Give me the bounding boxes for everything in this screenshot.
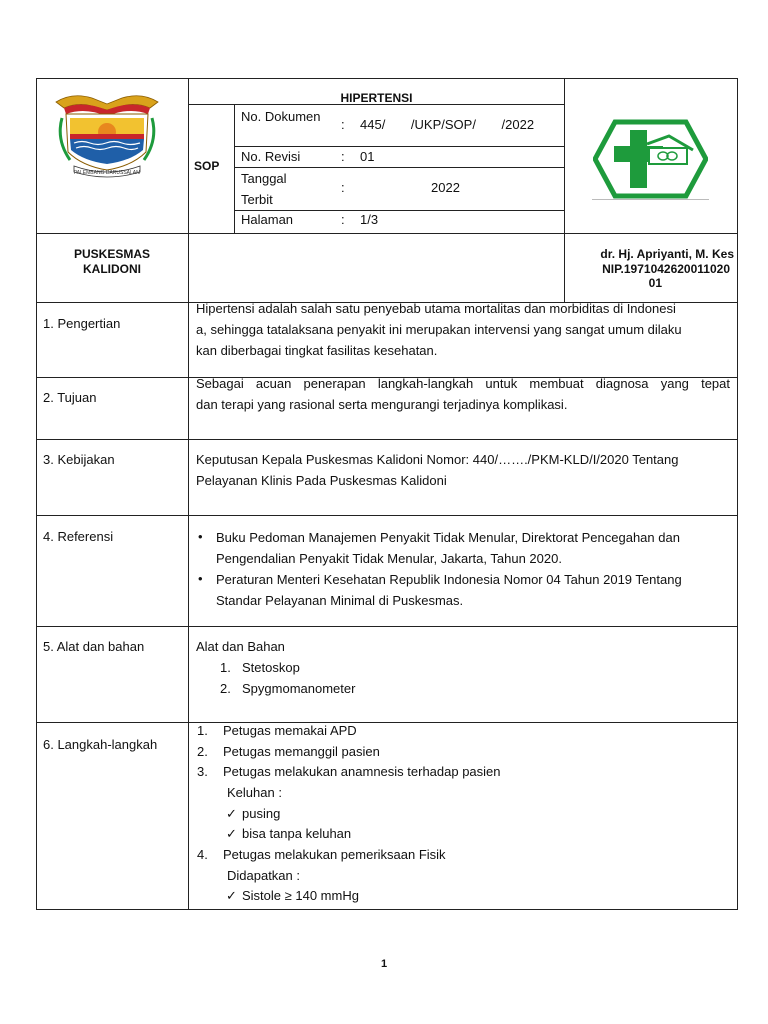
referensi-line: Buku Pedoman Manajemen Penyakit Tidak Menular, Direktorat Pencegahan dan [216, 530, 680, 545]
tujuan-line: Sebagai acuan penerapan langkah-langkah untuk membuat diagnosa yang tepat [196, 376, 730, 391]
list-number: 2. [220, 681, 231, 696]
list-number: 1. [220, 660, 231, 675]
field-label-no-dokumen: No. Dokumen [241, 109, 321, 124]
field-value-no-revisi: 01 [360, 149, 375, 164]
section-label-pengertian: 1. Pengertian [43, 316, 121, 331]
field-value-halaman: 1/3 [360, 212, 379, 227]
section-divider [36, 626, 738, 627]
check-icon: ✓ [226, 806, 237, 821]
section-label-alat: 5. Alat dan bahan [43, 639, 145, 654]
langkah-check-item: pusing [242, 806, 281, 821]
langkah-step: Petugas memakai APD [223, 723, 357, 738]
alat-item: Stetoskop [242, 660, 300, 675]
border-top [36, 78, 738, 79]
column-divider [188, 78, 189, 910]
alat-heading: Alat dan Bahan [196, 639, 285, 654]
field-separator: : [341, 212, 345, 227]
page-number: 1 [380, 958, 388, 970]
section-divider [36, 722, 738, 723]
langkah-subheading: Keluhan : [227, 785, 282, 800]
field-value-no-dokumen: 445/ /UKP/SOP/ /2022 [360, 117, 535, 132]
document-title: HIPERTENSI [340, 91, 413, 105]
field-separator: : [341, 180, 345, 195]
org-name-line1: PUSKESMAS [73, 247, 150, 261]
signatory-nip: NIP.1971042620011020 [602, 262, 730, 276]
langkah-step: Petugas melakukan pemeriksaan Fisik [223, 847, 446, 862]
pengertian-line: a, sehingga tatalaksana penyakit ini merupakan intervensi yang sangat umum dilaku [196, 322, 682, 337]
check-icon: ✓ [226, 888, 237, 903]
kebijakan-line: Pelayanan Klinis Pada Puskesmas Kalidoni [196, 473, 447, 488]
palembang-emblem-logo [52, 90, 162, 180]
langkah-check-item: Sistole ≥ 140 mmHg [242, 888, 359, 903]
field-value-tanggal-terbit: 2022 [431, 180, 460, 195]
pengertian-line: Hipertensi adalah salah satu penyebab utama mortalitas dan morbiditas di Indonesi [196, 301, 676, 316]
section-label-tujuan: 2. Tujuan [43, 390, 97, 405]
section-label-referensi: 4. Referensi [43, 529, 114, 544]
section-divider [36, 515, 738, 516]
langkah-subheading: Didapatkan : [227, 868, 300, 883]
bullet-icon: • [198, 571, 203, 586]
signatory-name: dr. Hj. Apriyanti, M. Kes [600, 247, 734, 261]
puskesmas-logo [593, 118, 708, 200]
bullet-icon: • [198, 529, 203, 544]
section-label-langkah: 6. Langkah-langkah [43, 737, 158, 752]
border-bottom [36, 909, 738, 910]
border-right [737, 78, 738, 910]
referensi-line: Pengendalian Penyakit Tidak Menular, Jakarta, Tahun 2020. [216, 551, 562, 566]
svg-text:PALEMBANG DARUSSALAM: PALEMBANG DARUSSALAM [73, 170, 141, 176]
alat-item: Spygmomanometer [242, 681, 356, 696]
referensi-line: Peraturan Menteri Kesehatan Republik Indonesia Nomor 04 Tahun 2019 Tentang [216, 572, 682, 587]
kebijakan-line: Keputusan Kepala Puskesmas Kalidoni Nomor: 440/……./PKM-KLD/I/2020 Tentang [196, 452, 679, 467]
sop-label: SOP [194, 159, 220, 173]
field-label-no-revisi: No. Revisi [241, 149, 301, 164]
field-divider-3 [234, 210, 565, 211]
list-number: 3. [197, 764, 208, 779]
header-divider [36, 233, 738, 234]
langkah-check-item: bisa tanpa keluhan [242, 826, 352, 841]
field-label-tanggal-terbit: Tanggal Terbit [241, 171, 287, 207]
field-divider-1 [234, 146, 565, 147]
list-number: 4. [197, 847, 208, 862]
border-left [36, 78, 37, 910]
header-right-divider [564, 78, 565, 303]
logo-underline [592, 199, 709, 200]
sop-divider [234, 104, 235, 233]
list-number: 2. [197, 744, 208, 759]
field-label-halaman: Halaman [241, 212, 294, 227]
list-number: 1. [197, 723, 208, 738]
check-icon: ✓ [226, 826, 237, 841]
section-divider [36, 439, 738, 440]
field-separator: : [341, 149, 345, 164]
field-separator: : [341, 117, 345, 132]
langkah-step: Petugas memanggil pasien [223, 744, 380, 759]
langkah-step: Petugas melakukan anamnesis terhadap pasien [223, 764, 501, 779]
referensi-line: Standar Pelayanan Minimal di Puskesmas. [216, 593, 464, 608]
tujuan-line: dan terapi yang rasional serta mengurangi terjadinya komplikasi. [196, 397, 568, 412]
pengertian-line: kan diberbagai tingkat fasilitas kesehatan. [196, 343, 438, 358]
org-name-line2: KALIDONI [83, 262, 141, 276]
section-label-kebijakan: 3. Kebijakan [43, 452, 115, 467]
signatory-nip-continued: 01 [648, 276, 662, 290]
